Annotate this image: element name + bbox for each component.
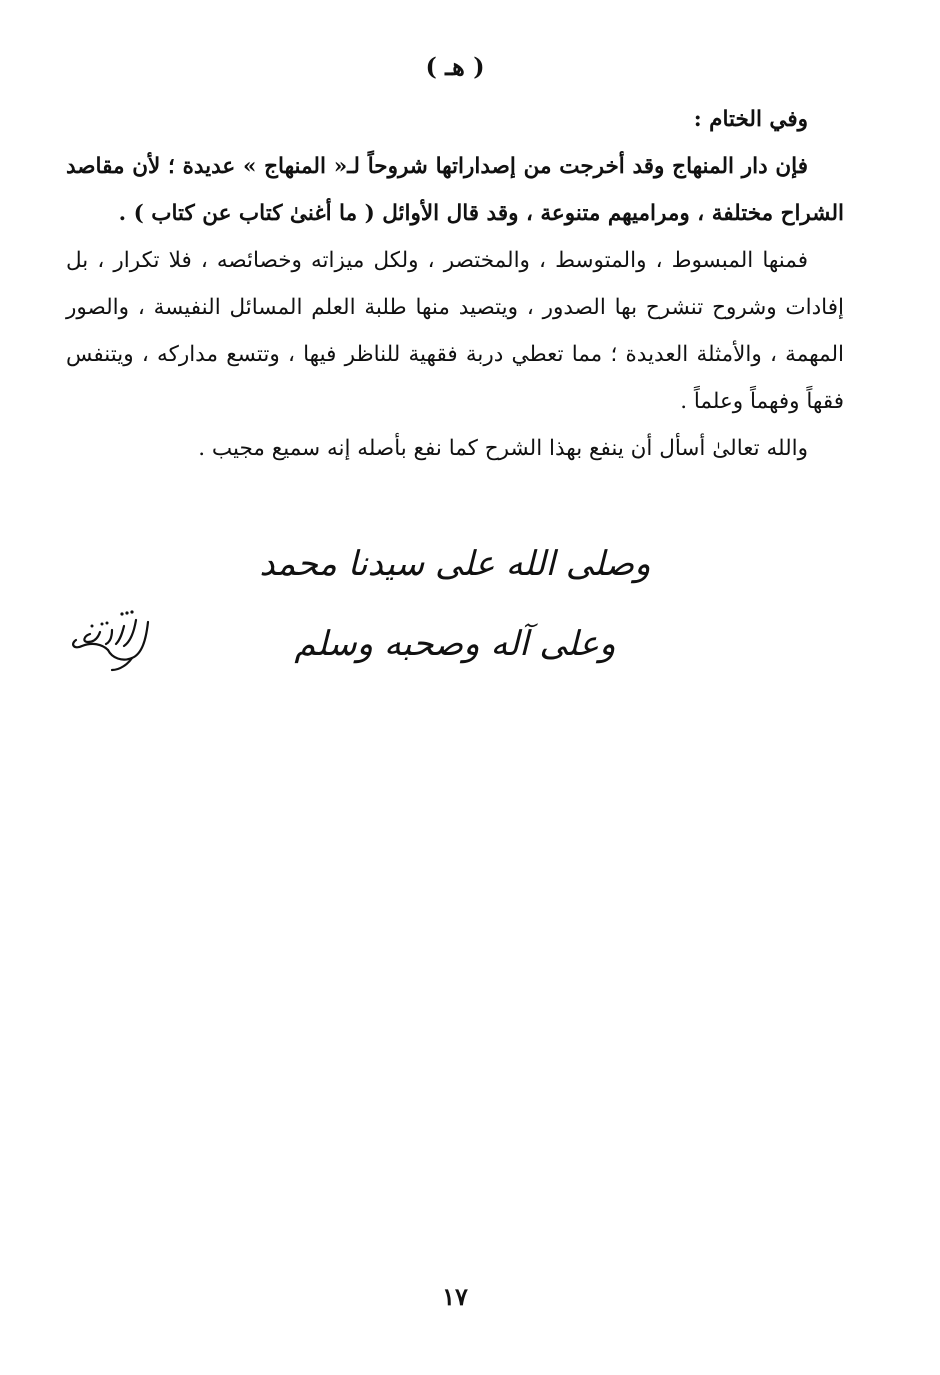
page-marker: ( هـ ) xyxy=(425,52,485,81)
paragraph-2: فمنها المبسوط ، والمتوسط ، والمختصر ، ولكل ميزاته وخصائصه ، فلا تكرار ، بل إفادات وشروح تنشرح بها الصدور ، ويتصيد منها طلبة العلم المسائل النفيسة ، والصور المهمة ، والأمثلة العديدة ؛ مما تعطي دربة فقهية للناظر فيها ، وتتسع مداركه ، ويتنفس فقهاً وفهماً وعلماً . xyxy=(66,248,844,414)
closing-prayer: والله تعالىٰ أسأل أن ينفع بهذا الشرح كما نفع بأصله إنه سميع مجيب . xyxy=(198,436,808,461)
calligraphy-salutation: وصلى الله على سيدنا محمد وعلى آله وصحبه وسلم xyxy=(259,544,651,664)
publisher-signature-logo xyxy=(62,600,158,672)
body-text xyxy=(66,96,844,472)
paragraph-1: فإن دار المنهاج وقد أخرجت من إصداراتها شروحاً لـ« المنهاج » عديدة ؛ لأن مقاصد الشراح مختلفة ، ومراميهم متنوعة ، وقد قال الأوائل ( ما أغنىٰ كتاب عن كتاب ) . xyxy=(66,154,844,226)
section-heading: وفي الختام : xyxy=(693,107,808,132)
page-number: ١٧ xyxy=(442,1282,468,1311)
